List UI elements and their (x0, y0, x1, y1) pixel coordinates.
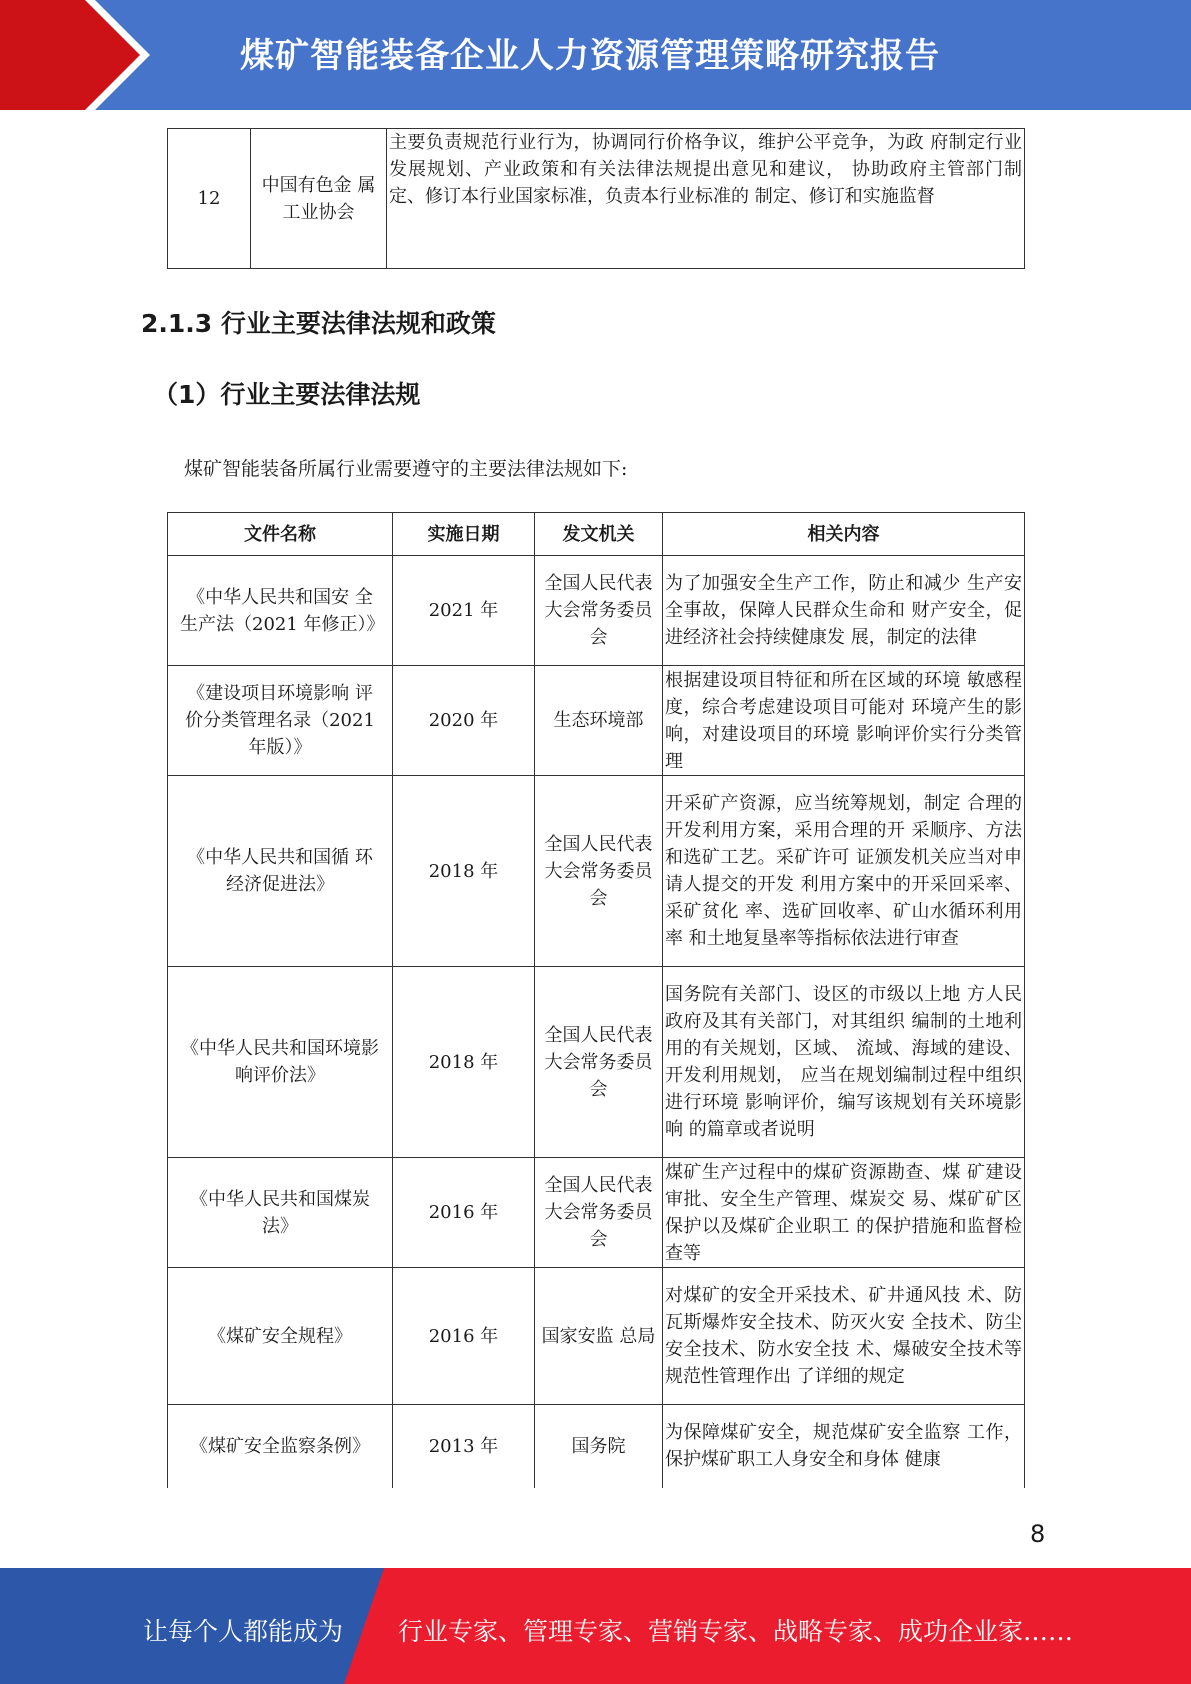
law-content: 对煤矿的安全开采技术、矿井通风技 术、防瓦斯爆炸安全技术、防灭火安 全技术、防尘安全技术、防水安全技 术、爆破安全技术等规范性管理作出 了详细的规定 (663, 1268, 1025, 1405)
org-duties: 主要负责规范行业行为，协调同行价格争议，维护公平竞争，为政 府制定行业发展规划、产业政策和有关法律法规提出意见和建议， 协助政府主管部门制定、修订本行业国家标准，负责本行业标准的 制定、修订和实施监督 (387, 129, 1025, 269)
law-content: 开采矿产资源，应当统筹规划，制定 合理的开发利用方案，采用合理的开 采顺序、方法和选矿工艺。采矿许可 证颁发机关应当对申请人提交的开发 利用方案中的开采回采率、采矿贫化 率、选矿回收率、矿山水循环利用率 和土地复垦率等指标依法进行审查 (663, 776, 1025, 967)
section-heading: 2.1.3 行业主要法律法规和政策 (141, 309, 496, 338)
table-row (168, 1405, 1025, 1488)
law-content: 为了加强安全生产工作，防止和减少 生产安全事故，保障人民群众生命和 财产安全，促进经济社会持续健康发 展，制定的法律 (663, 556, 1025, 666)
law-issuer: 国家安监 总局 (535, 1268, 663, 1405)
laws-table (167, 512, 1025, 1488)
table-row (168, 1158, 1025, 1268)
table-row (168, 556, 1025, 666)
law-name: 《建设项目环境影响 评价分类管理名录（2021 年版）》 (168, 666, 393, 776)
table-row (168, 1268, 1025, 1405)
law-name: 《中华人民共和国环境影响评价法》 (168, 967, 393, 1158)
page-number: 8 (1030, 1520, 1046, 1548)
table-row (168, 967, 1025, 1158)
table-header-row (168, 513, 1025, 556)
law-content: 国务院有关部门、设区的市级以上地 方人民政府及其有关部门，对其组织 编制的土地利用的有关规划，区域、 流域、海域的建设、开发利用规划， 应当在规划编制过程中组织进行环境 影响评价，编写该规划有关环境影响 的篇章或者说明 (663, 967, 1025, 1158)
header-banner (0, 0, 1191, 110)
table-row (168, 129, 1025, 269)
footer-banner (0, 1568, 1191, 1684)
law-content: 煤矿生产过程中的煤矿资源勘查、煤 矿建设审批、安全生产管理、煤炭交 易、煤矿矿区保护以及煤矿企业职工 的保护措施和监督检查等 (663, 1158, 1025, 1268)
law-date: 2013 年 (393, 1405, 535, 1488)
header-date: 实施日期 (393, 513, 535, 556)
org-name: 中国有色金 属工业协会 (251, 129, 387, 269)
law-name: 《中华人民共和国安 全生产法（2021 年修正）》 (168, 556, 393, 666)
law-content: 为保障煤矿安全，规范煤矿安全监察 工作，保护煤矿职工人身安全和身体 健康 (663, 1405, 1025, 1488)
header-title: 煤矿智能装备企业人力资源管理策略研究报告 (240, 36, 940, 76)
law-issuer: 全国人民代表大会常务委员会 (535, 1158, 663, 1268)
header-file-name: 文件名称 (168, 513, 393, 556)
law-issuer: 生态环境部 (535, 666, 663, 776)
law-date: 2020 年 (393, 666, 535, 776)
law-date: 2018 年 (393, 776, 535, 967)
footer-slogan-left: 让每个人都能成为 (143, 1617, 344, 1646)
law-issuer: 全国人民代表大会常务委员会 (535, 776, 663, 967)
sub-heading: （1）行业主要法律法规 (153, 380, 421, 409)
law-issuer: 全国人民代表大会常务委员会 (535, 967, 663, 1158)
row-number: 12 (168, 129, 251, 269)
law-name: 《中华人民共和国煤炭法》 (168, 1158, 393, 1268)
law-content: 根据建设项目特征和所在区域的环境 敏感程度，综合考虑建设项目可能对 环境产生的影响，对建设项目的环境 影响评价实行分类管理 (663, 666, 1025, 776)
header-content: 相关内容 (663, 513, 1025, 556)
law-date: 2018 年 (393, 967, 535, 1158)
law-name: 《煤矿安全规程》 (168, 1268, 393, 1405)
footer-slogan-right: 行业专家、管理专家、营销专家、战略专家、成功企业家…… (398, 1617, 1074, 1646)
law-issuer: 全国人民代表大会常务委员会 (535, 556, 663, 666)
header-issuer: 发文机关 (535, 513, 663, 556)
law-date: 2016 年 (393, 1158, 535, 1268)
org-table-continued (167, 128, 1025, 269)
law-date: 2021 年 (393, 556, 535, 666)
table-row (168, 776, 1025, 967)
law-name: 《中华人民共和国循 环经济促进法》 (168, 776, 393, 967)
intro-paragraph: 煤矿智能装备所属行业需要遵守的主要法律法规如下: (184, 458, 628, 480)
law-name: 《煤矿安全监察条例》 (168, 1405, 393, 1488)
law-issuer: 国务院 (535, 1405, 663, 1488)
law-date: 2016 年 (393, 1268, 535, 1405)
table-row (168, 666, 1025, 776)
